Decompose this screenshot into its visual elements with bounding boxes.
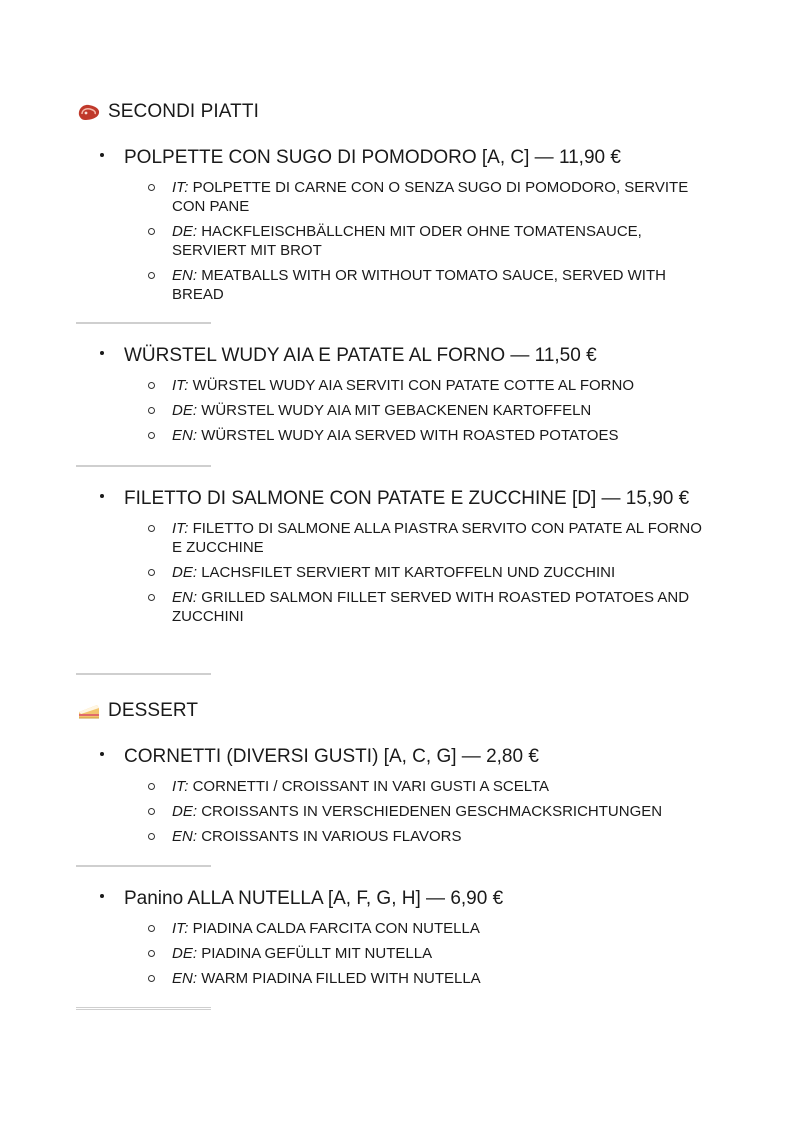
lang-label: EN: xyxy=(172,427,198,444)
divider xyxy=(76,322,211,324)
lang-label: IT: xyxy=(172,920,189,937)
translation-it xyxy=(148,777,710,796)
section-title-secondi-piatti xyxy=(76,101,259,123)
circle-bullet-icon xyxy=(148,272,155,279)
translations-list xyxy=(100,178,710,304)
translation-it xyxy=(148,519,710,557)
menu-item-heading-row xyxy=(100,743,710,771)
menu-item-heading: Panino ALLA NUTELLA [A, F, G, H] — 6,90 € xyxy=(124,888,504,909)
cake-icon xyxy=(76,700,102,722)
menu-item-heading-row xyxy=(100,144,710,172)
bullet-icon xyxy=(100,153,104,157)
divider xyxy=(76,673,211,675)
lang-label: EN: xyxy=(172,828,198,845)
circle-bullet-icon xyxy=(148,975,155,982)
translation-en xyxy=(148,969,710,988)
circle-bullet-icon xyxy=(148,432,155,439)
translation-text: WÜRSTEL WUDY AIA SERVITI CON PATATE COTTE AL FORNO xyxy=(192,377,635,394)
lang-label: IT: xyxy=(172,520,189,537)
bullet-icon xyxy=(100,351,104,355)
translation-text: WÜRSTEL WUDY AIA MIT GEBACKENEN KARTOFFELN xyxy=(201,402,592,419)
circle-bullet-icon xyxy=(148,925,155,932)
lang-label: DE: xyxy=(172,945,198,962)
circle-bullet-icon xyxy=(148,950,155,957)
menu-item xyxy=(100,342,710,451)
translation-text: CORNETTI / CROISSANT IN VARI GUSTI A SCELTA xyxy=(192,778,550,795)
translation-de xyxy=(148,222,710,260)
lang-label: EN: xyxy=(172,589,198,606)
translation-en xyxy=(148,827,710,846)
translation-text: WÜRSTEL WUDY AIA SERVED WITH ROASTED POTATOES xyxy=(201,427,619,444)
lang-label: DE: xyxy=(172,402,198,419)
circle-bullet-icon xyxy=(148,228,155,235)
menu-item xyxy=(100,885,710,994)
menu-item-heading: WÜRSTEL WUDY AIA E PATATE AL FORNO — 11,50 € xyxy=(124,345,597,366)
translation-de xyxy=(148,802,710,821)
menu-item-heading-row xyxy=(100,342,710,370)
circle-bullet-icon xyxy=(148,407,155,414)
circle-bullet-icon xyxy=(148,569,155,576)
menu-item-heading-row xyxy=(100,885,710,913)
divider xyxy=(76,465,211,467)
section-title-text: DESSERT xyxy=(108,700,199,721)
menu-item xyxy=(100,144,710,310)
lang-label: DE: xyxy=(172,803,198,820)
divider xyxy=(76,865,211,867)
circle-bullet-icon xyxy=(148,808,155,815)
steak-icon xyxy=(76,101,102,123)
translation-text: POLPETTE DI CARNE CON O SENZA SUGO DI POMODORO, SERVITE CON PANE xyxy=(172,179,689,215)
section-title-text: SECONDI PIATTI xyxy=(108,101,259,122)
translation-en xyxy=(148,266,710,304)
translation-text: PIADINA CALDA FARCITA CON NUTELLA xyxy=(192,920,480,937)
menu-item-heading: POLPETTE CON SUGO DI POMODORO [A, C] — 11,90 € xyxy=(124,147,621,168)
translation-text: WARM PIADINA FILLED WITH NUTELLA xyxy=(201,970,481,987)
lang-label: DE: xyxy=(172,223,198,240)
translation-de xyxy=(148,563,710,582)
translations-list xyxy=(100,777,710,846)
translation-it xyxy=(148,919,710,938)
translation-text: CROISSANTS IN VARIOUS FLAVORS xyxy=(201,828,462,845)
lang-label: IT: xyxy=(172,377,189,394)
lang-label: DE: xyxy=(172,564,198,581)
menu-item-heading: CORNETTI (DIVERSI GUSTI) [A, C, G] — 2,80 € xyxy=(124,746,539,767)
circle-bullet-icon xyxy=(148,525,155,532)
circle-bullet-icon xyxy=(148,594,155,601)
translations-list xyxy=(100,519,710,626)
circle-bullet-icon xyxy=(148,833,155,840)
lang-label: IT: xyxy=(172,778,189,795)
lang-label: EN: xyxy=(172,267,198,284)
bullet-icon xyxy=(100,894,104,898)
menu-item xyxy=(100,743,710,852)
menu-item xyxy=(100,485,710,632)
translations-list xyxy=(100,376,710,445)
section-title-dessert xyxy=(76,700,198,722)
menu-item-heading-row xyxy=(100,485,710,513)
translation-de xyxy=(148,944,710,963)
circle-bullet-icon xyxy=(148,184,155,191)
translations-list xyxy=(100,919,710,988)
translation-text: PIADINA GEFÜLLT MIT NUTELLA xyxy=(201,945,433,962)
translation-text: MEATBALLS WITH OR WITHOUT TOMATO SAUCE, SERVED WITH BREAD xyxy=(172,267,666,303)
lang-label: EN: xyxy=(172,970,198,987)
translation-text: FILETTO DI SALMONE ALLA PIASTRA SERVITO CON PATATE AL FORNO E ZUCCHINE xyxy=(172,520,702,556)
translation-text: GRILLED SALMON FILLET SERVED WITH ROASTED POTATOES AND ZUCCHINI xyxy=(172,589,690,625)
translation-text: CROISSANTS IN VERSCHIEDENEN GESCHMACKSRICHTUNGEN xyxy=(201,803,663,820)
translation-en xyxy=(148,588,710,626)
translation-text: LACHSFILET SERVIERT MIT KARTOFFELN UND ZUCCHINI xyxy=(201,564,616,581)
bullet-icon xyxy=(100,752,104,756)
translation-it xyxy=(148,376,710,395)
lang-label: IT: xyxy=(172,179,189,196)
bullet-icon xyxy=(100,494,104,498)
circle-bullet-icon xyxy=(148,783,155,790)
divider xyxy=(76,1007,211,1010)
translation-it xyxy=(148,178,710,216)
translation-en xyxy=(148,426,710,445)
translation-de xyxy=(148,401,710,420)
menu-item-heading: FILETTO DI SALMONE CON PATATE E ZUCCHINE [D] — 15,90 € xyxy=(124,488,690,509)
circle-bullet-icon xyxy=(148,382,155,389)
translation-text: HACKFLEISCHBÄLLCHEN MIT ODER OHNE TOMATENSAUCE, SERVIERT MIT BROT xyxy=(172,223,642,259)
